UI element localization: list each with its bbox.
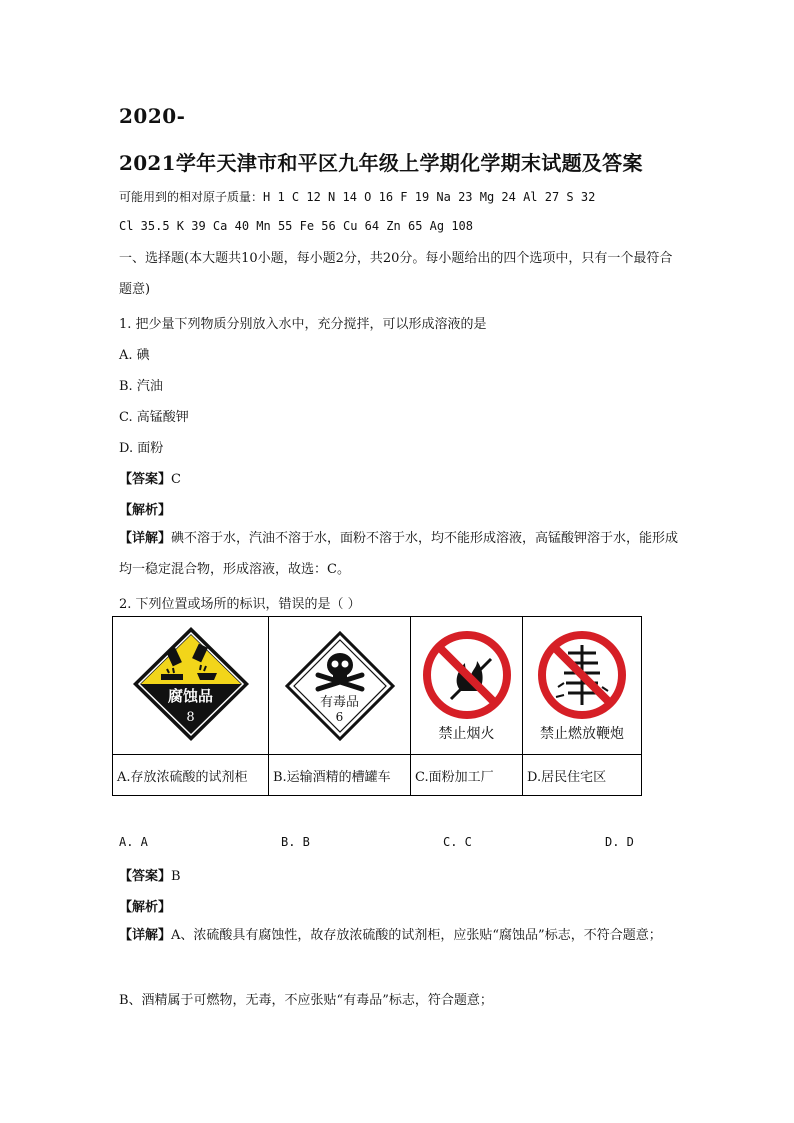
q2-analysis-label: 【解析】 [119,900,172,915]
q1-option-d: D. 面粉 [119,441,164,456]
section-heading: 一、选择题(本大题共10小题，每小题2分，共20分。每小题给出的四个选项中，只有一个最符合题意) [119,251,673,297]
q2-option-d: D. D [605,835,634,849]
q1-answer-label: 【答案】 [119,472,172,487]
q1-option-b: B. 汽油 [119,379,163,394]
q2-option-a: A. A [119,835,148,849]
q1-detail [119,523,679,585]
q2-option-b: B. B [281,835,310,849]
skull-sign-icon [285,631,395,741]
q1-option-a: A. 碘 [119,348,150,363]
sign-caption-d: D.居民住宅区 [523,755,642,796]
signs-table [112,616,642,796]
sign-cell-corrosive [113,617,269,755]
corrosive-number: 8 [186,709,195,725]
sign-caption-c: C.面粉加工厂 [411,755,523,796]
q2-option-c: C. C [443,835,472,849]
title-line-2: 2021学年天津市和平区九年级上学期化学期末试题及答案 [119,151,643,175]
q1-detail-label: 【详解】 [119,531,172,546]
q2-detail-label: 【详解】 [119,928,172,943]
sign-cell-no-fire [411,617,523,755]
no-fire-sign-icon [421,629,513,721]
q1-answer-value: C [171,472,181,487]
q2-detail-b: B、酒精属于可燃物，无毒，不应张贴“有毒品”标志，符合题意； [119,993,493,1008]
q2-answer [119,865,181,884]
q1-analysis-label: 【解析】 [119,503,172,518]
q2-answer-value: B [171,869,181,884]
q2-detail-a-text: A、浓硫酸具有腐蚀性，故存放浓硫酸的试剂柜，应张贴“腐蚀品”标志，不符合题意； [171,928,662,943]
atomic-masses-line-2: Cl 35.5 K 39 Ca 40 Mn 55 Fe 56 Cu 64 Zn 65 Ag 108 [119,219,474,233]
sign-cell-toxic [269,617,411,755]
q2-stem: 2. 下列位置或场所的标识，错误的是（ ） [119,597,361,612]
corrosive-sign-icon [131,625,251,743]
q1-stem: 1. 把少量下列物质分别放入水中，充分搅拌，可以形成溶液的是 [119,317,487,332]
toxic-label: 有毒品 [319,695,359,710]
sign-caption-a: A.存放浓硫酸的试剂柜 [113,755,269,796]
sign-cell-no-firecrackers [523,617,642,755]
q1-detail-text: 碘不溶于水，汽油不溶于水，面粉不溶于水，均不能形成溶液，高锰酸钾溶于水，能形成均一稳定混合物，形成溶液，故选：C。 [119,531,679,577]
q2-answer-label: 【答案】 [119,869,172,884]
no-fire-label: 禁止烟火 [438,725,495,742]
q1-answer [119,468,181,487]
q1-option-c: C. 高锰酸钾 [119,410,189,425]
corrosive-label: 腐蚀品 [167,686,213,705]
no-firecrackers-label: 禁止燃放鞭炮 [540,725,624,742]
atomic-masses-line-1: 可能用到的相对原子质量：H 1 C 12 N 14 O 16 F 19 Na 23 Mg 24 Al 27 S 32 [119,190,596,204]
sign-caption-b: B.运输酒精的槽罐车 [269,755,411,796]
q2-detail-a [119,920,679,951]
no-firecrackers-sign-icon [536,629,628,721]
toxic-number: 6 [335,710,344,724]
title-line-1: 2020- [119,104,186,128]
